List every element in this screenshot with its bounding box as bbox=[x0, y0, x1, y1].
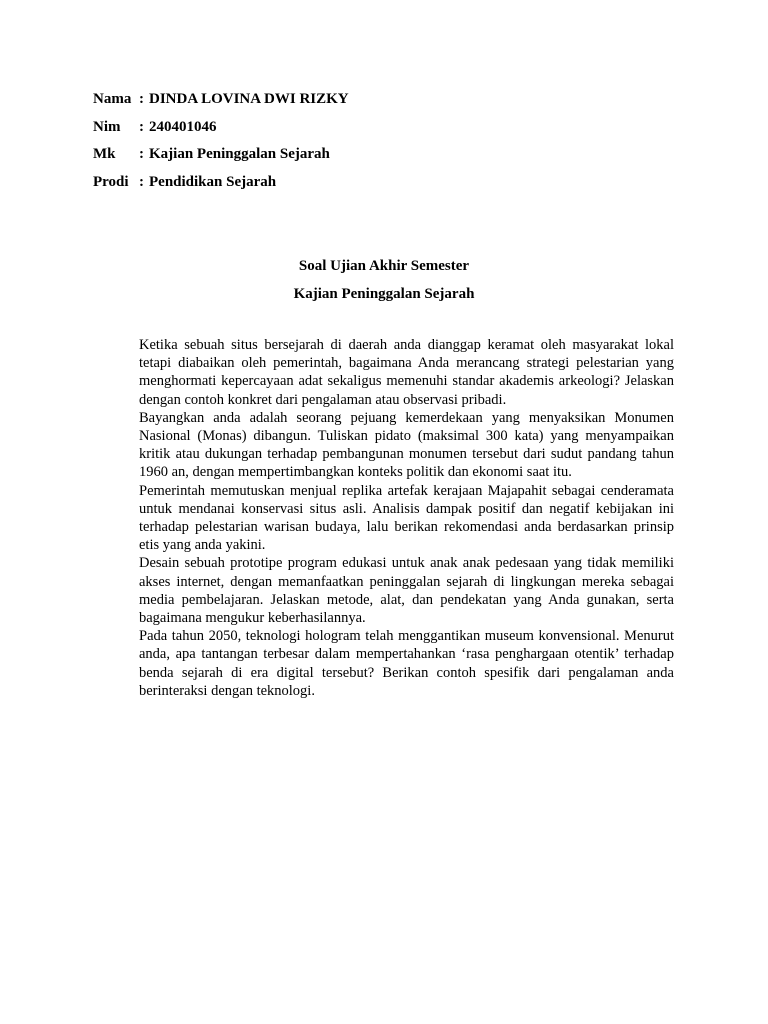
identity-value-program: Pendidikan Sejarah bbox=[149, 173, 277, 190]
identity-separator: : bbox=[139, 173, 144, 190]
question-3: Pemerintah memutuskan menjual replika artefak kerajaan Majapahit sebagai cenderamata untuk mendanai konservasi situs asli. Analisis dampak positif dan negatif kebijakan ini terhadap pelestarian warisan budaya, lalu berikan rekomendasi anda berdasarkan prinsip etis yang anda yakini. bbox=[139, 482, 674, 554]
question-5: Pada tahun 2050, teknologi hologram telah menggantikan museum konvensional. Menurut anda, apa tantangan terbesar dalam mempertahankan ‘rasa penghargaan otentik’ terhadap benda sejarah di era digital tersebut? Berikan contoh spesifik dari pengalaman anda berinteraksi dengan teknologi. bbox=[139, 628, 674, 699]
identity-label: Nama bbox=[93, 91, 132, 107]
identity-separator: : bbox=[139, 118, 144, 135]
identity-row-mk bbox=[93, 141, 349, 169]
question-4: Desain sebuah prototipe program edukasi untuk anak anak pedesaan yang tidak memiliki akses internet, dengan memanfaatkan peninggalan sejarah di lingkungan mereka sebagai media pembelajaran. Jelaskan metode, alat, dan pendekatan yang Anda gunakan, serta bagaimana mengukur keberhasilannya. bbox=[139, 555, 674, 627]
question-list bbox=[139, 336, 674, 700]
identity-label: Mk bbox=[93, 146, 116, 162]
student-identity-block bbox=[93, 86, 349, 196]
exam-header bbox=[0, 252, 768, 308]
course-title: Kajian Peninggalan Sejarah bbox=[293, 286, 475, 302]
identity-separator: : bbox=[139, 146, 144, 162]
identity-value-name: DINDA LOVINA DWI RIZKY bbox=[149, 91, 349, 107]
identity-row-nim bbox=[93, 114, 349, 142]
question-1: Ketika sebuah situs bersejarah di daerah anda dianggap keramat oleh masyarakat lokal tetapi diabaikan oleh pemerintah, bagaimana Anda merancang strategi pelestarian yang menghormati kepercayaan adat sekaligus memenuhi standar akademis arkeologi? Jelaskan dengan contoh konkret dari pengalaman atau observasi pribadi. bbox=[139, 337, 674, 408]
question-2: Bayangkan anda adalah seorang pejuang kemerdekaan yang menyaksikan Monumen Nasional (Monas) dibangun. Tuliskan pidato (maksimal 300 kata) yang menyampaikan kritik atau dukungan terhadap pembangunan monumen tersebut dari sudut pandang tahun 1960 an, dengan mempertimbangkan konteks politik dan ekonomi saat itu. bbox=[139, 409, 674, 481]
identity-label: Prodi bbox=[93, 173, 129, 190]
identity-label: Nim bbox=[93, 118, 121, 135]
identity-value-course: Kajian Peninggalan Sejarah bbox=[149, 146, 330, 162]
exam-title: Soal Ujian Akhir Semester bbox=[298, 258, 470, 274]
identity-separator: : bbox=[139, 91, 144, 107]
identity-value-nim: 240401046 bbox=[149, 118, 217, 135]
identity-row-nama bbox=[93, 86, 349, 114]
identity-row-prodi bbox=[93, 169, 349, 197]
